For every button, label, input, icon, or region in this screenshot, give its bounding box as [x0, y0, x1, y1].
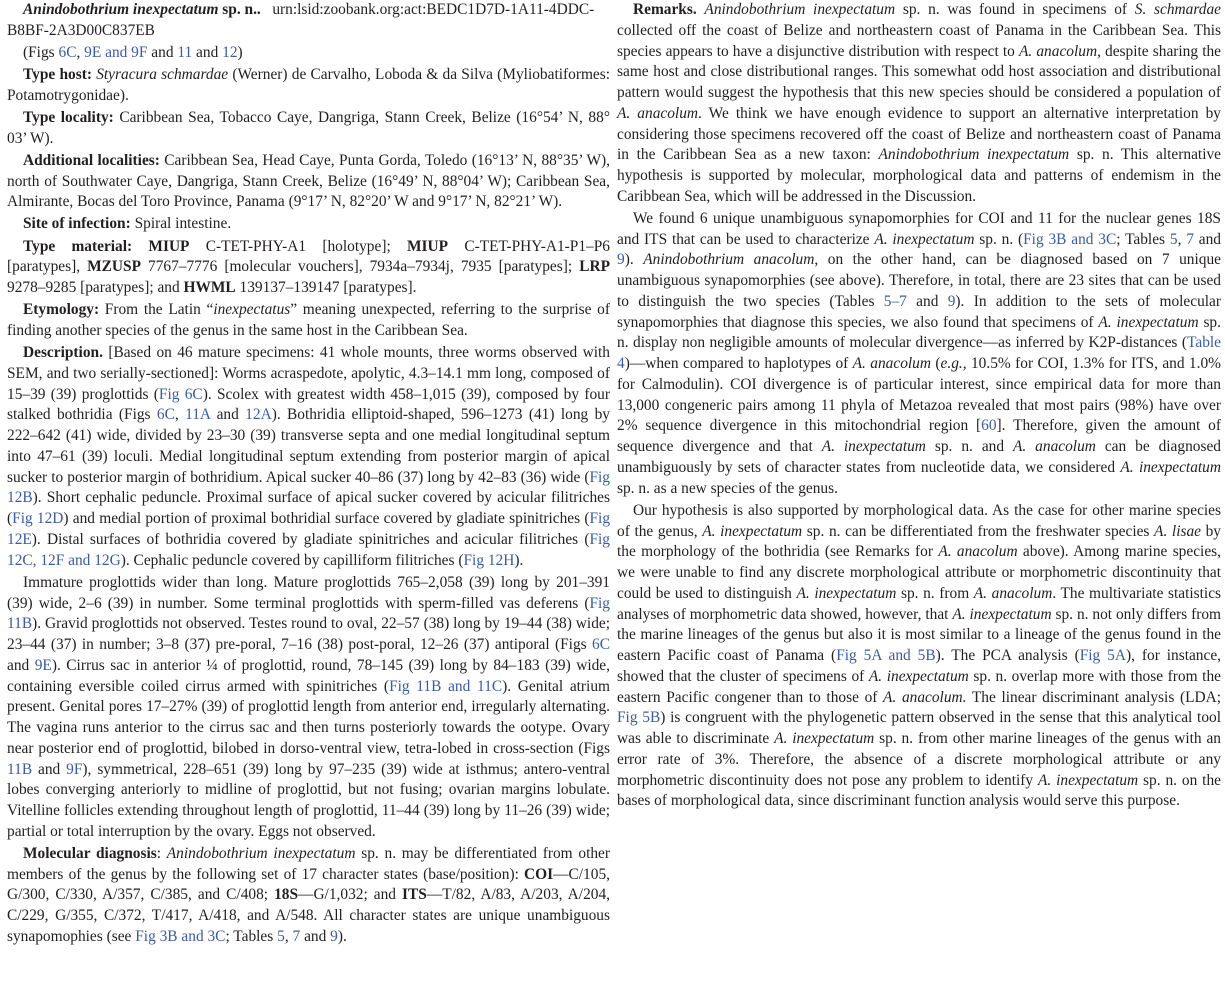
figure-table-link[interactable]: 5: [277, 927, 285, 945]
body-text: Caribbean Sea, Tobacco Caye, Dangriga, Stann Creek, Belize (16°54’ N, 88° 03’ W).: [7, 108, 610, 147]
bold-label: Type material: MIUP: [23, 237, 190, 255]
body-text: and: [210, 406, 246, 424]
bold-label: Additional localities:: [23, 151, 165, 169]
italic-taxon: A. inexpectatum: [1120, 458, 1221, 476]
figure-table-link[interactable]: 6C: [592, 636, 610, 654]
figure-table-link[interactable]: 9E and 9F: [84, 43, 148, 61]
body-text: . The multivariate statistics analyses of morphometric data showed, however, that: [617, 584, 1222, 623]
figure-table-link[interactable]: 7: [292, 927, 301, 945]
figure-table-link[interactable]: 11A: [185, 406, 211, 424]
paragraph-proglottids-description: [7, 573, 610, 843]
body-text: (Werner) de Carvalho, Loboda & da Silva (Myliobatiformes: Potamotrygonidae).: [7, 66, 611, 104]
bold-label: sp. n..: [218, 1, 261, 18]
body-text: )—when compared to haplotypes of: [624, 355, 853, 373]
paragraph-type-material: [7, 237, 610, 299]
italic-taxon: S. schmardae: [1134, 1, 1222, 18]
italic-taxon: A. inexpectatum: [874, 230, 975, 248]
body-text: 7767–7776 [molecular vouchers], 7934a–7934j, 7935 [paratypes];: [140, 258, 580, 276]
italic-taxon: A. anacolum: [1013, 438, 1096, 456]
bold-label: ITS: [402, 886, 427, 904]
body-text: sp. n. from other marine lineages of the genus with an error rate of 3%. Therefore, the absence of a discrete morphological attribute or any morphometric discontinuity does not pose any problem to identify: [617, 730, 1221, 789]
italic-taxon: A. anacolum.: [883, 688, 967, 706]
body-text: ,: [284, 927, 293, 945]
body-text: ). Distal surfaces of bothridia covered by gladiate spinitriches and acicular filitriches (: [31, 530, 590, 548]
figure-table-link[interactable]: Fig 12H: [463, 551, 515, 569]
body-text: sp. n. overlap more with those from the eastern Pacific congener than to those of: [617, 667, 1221, 706]
body-text: , 10.5% for COI, 1.3% for ITS, and 1.0% for Calmodulin). COI divergence is of particular interest, since empirical data for more than 13,000 congeneric pairs among 11 phyla of Metazoa revealed that most pairs (98%) have over 2% sequence divergence in this mitochondrial region [: [617, 355, 1221, 435]
bold-label: Etymology:: [23, 301, 105, 319]
figure-table-link[interactable]: Fig 12B: [7, 468, 610, 507]
body-text: Spiral intestine.: [134, 215, 232, 233]
body-text: (Figs: [23, 43, 59, 61]
body-text: urn:lsid:zoobank.org:act:BEDC1D7D-1A11-4DDC-B8BF-2A3D00C837EB: [7, 1, 595, 39]
italic-taxon: A. inexpectatum: [796, 584, 897, 602]
body-text: [Based on 46 mature specimens: 41 whole mounts, three worms observed with SEM, and two serially-sectioned]: Worms acraspedote, apolytic, 4.3–14.1 mm long, composed of 15–39 (39) proglottids (: [7, 344, 610, 403]
body-text: sp. n. may be differentiated from other members of the genus by the following set of 17 character states (base/position):: [7, 844, 610, 883]
italic-taxon: A. anacolum: [973, 584, 1053, 602]
body-text: ).: [337, 927, 347, 945]
body-text: and: [7, 656, 35, 674]
italic-taxon: A. inexpectatum: [702, 522, 803, 540]
figure-table-link[interactable]: Fig 5B: [617, 709, 661, 727]
body-text: ). Bothridia elliptoid-shaped, 596–1273 (41) long by 222–642 (41) wide, divided by 23–30 (39) transverse septa and one medial longitudinal septum into 47–61 (39) loculi. Medial longitudinal septum extending from posterior margin of apical sucker to posterior margin of bothridium. Apical sucker 40–86 (37) long by 42–83 (36) wide (: [7, 406, 610, 486]
body-text: ).: [624, 251, 644, 269]
paragraph-morphology-paragraph: [617, 501, 1221, 812]
body-text: ) is congruent with the phylogenetic pattern observed in the sense that this analytical tool was able to discriminate: [617, 709, 1222, 748]
body-text: sp. n. can be differentiated from the freshwater species: [802, 522, 1155, 540]
figure-table-link[interactable]: 5–7: [883, 292, 907, 310]
body-text: The linear discriminant analysis (LDA;: [966, 688, 1221, 706]
body-text: ) and medial portion of proximal bothridial surface covered by gladiate spinitriches (: [63, 510, 590, 528]
figure-table-link[interactable]: Fig 6C: [158, 385, 203, 403]
body-text: sp. n. on the bases of morphological data, since discriminant function analysis would serve this purpose.: [617, 771, 1221, 810]
body-text: above). Among marine species, we were unable to find any discrete morphological attribute or morphometric discontinuity that could be used to distinguish: [617, 543, 1221, 602]
paragraph-type-host: [7, 65, 610, 107]
body-text: —G/1,032; and: [298, 886, 403, 904]
body-text: sp. n. was found in specimens of: [895, 1, 1135, 18]
bold-label: Type locality:: [23, 108, 120, 126]
body-text: ).: [514, 551, 524, 569]
italic-taxon: A. anacolum: [617, 104, 699, 122]
body-text: and: [906, 292, 948, 310]
bold-label: Description.: [23, 344, 109, 362]
body-text: ,: [1177, 230, 1187, 248]
figure-table-link[interactable]: Fig 11B and 11C: [389, 677, 503, 695]
body-text: ). Cephalic peduncle covered by capilliform filitriches (: [120, 551, 464, 569]
body-text: sp. n. display non negligible amounts of molecular divergence—as inferred by K2P-distances (: [617, 313, 1221, 352]
paragraph-description: [7, 343, 610, 571]
paragraph-additional-localities: [7, 151, 610, 213]
body-text: . We think we have enough evidence to support an alternative interpretation by considering those specimens recovered off the coast of Belize and northeastern coast of Panama in the Caribbean Sea as a new taxon:: [617, 104, 1222, 164]
bold-label: MZUSP: [87, 258, 141, 276]
body-text: 9278–9285 [paratypes]; and: [7, 279, 184, 297]
body-text: ,: [174, 406, 186, 424]
body-text: and: [32, 760, 67, 778]
paragraph-species-heading: [7, 0, 610, 42]
figure-table-link[interactable]: Fig 12E: [7, 510, 611, 548]
body-text: —T/82, A/83, A/203, A/204, C/229, G/355, C/372, T/417, A/418, and A/548. All character states are unique unambiguous synapomophies (see: [7, 886, 610, 945]
bold-label: LRP: [579, 258, 610, 276]
italic-taxon: e.g.: [940, 355, 963, 373]
figure-table-link[interactable]: 12: [222, 43, 238, 61]
body-text: Immature proglottids wider than long. Mature proglottids 765–2,058 (39) long by 201–391 (39) wide, 2–6 (39) in number. Some terminal proglottids with sperm-filled vas deferens (: [7, 573, 610, 612]
italic-taxon: A. inexpectatum: [821, 438, 926, 456]
paragraph-molecular-diagnosis: [7, 844, 610, 948]
body-text: ). Genital atrium present. Genital pores 17–27% (39) of proglottid length from anterior end, irregularly alternating. The vagina runs anterior to the cirrus sac and then turns posteriorly towards the ootype. Ovary near posterior end of proglottid, bilobed in dorso-ventral view, tetra-lobed in cross-section (Figs: [7, 677, 610, 757]
body-text: :: [156, 844, 167, 862]
body-text: We found 6 unique unambiguous synapomorphies for COI and 11 for the nuclear genes 18S and ITS that can be used to characterize: [617, 209, 1221, 248]
right-column: [617, 0, 1221, 813]
figure-table-link[interactable]: Fig 3B and 3C: [135, 927, 226, 945]
body-text: ): [237, 43, 243, 61]
body-text: sp. n. This alternative hypothesis is supported by molecular, morphological data and patterns of endemism in the Caribbean Sea, which will be addressed in the Discussion.: [617, 146, 1221, 205]
paragraph-synapomorphies-paragraph: [617, 209, 1221, 500]
figure-table-link[interactable]: 6C: [58, 43, 77, 61]
body-text: can be diagnosed unambiguously by sets of character states from nucleotide data, we considered: [617, 438, 1221, 476]
body-text: sp. n. from: [896, 584, 974, 602]
body-text: C-TET-PHY-A1-P1–P6 [paratypes],: [7, 237, 610, 276]
body-text: and: [147, 43, 178, 61]
body-text: ). Gravid proglottids not observed. Testes round to oval, 22–57 (38) long by 19–44 (38) wide; 23–44 (37) in number; 3–8 (37) pre-poral, 7–16 (38) post-poral, 12–26 (37) antiporal (Figs: [7, 615, 610, 654]
italic-taxon: Anindobothrium inexpectatum: [166, 844, 356, 862]
body-text: , despite sharing the same host and close distributional ranges. This somewhat odd host association and distributional pattern would suggest the hypothesis that this new species should be considered a population of: [617, 42, 1221, 101]
body-text: , on the other hand, can be diagnosed based on 7 unique unambiguous synapomorphies (see above). Therefore, in total, there are 23 sites that can be used to distinguish the two species (Tables: [617, 251, 1221, 310]
body-text: —C/105, G/300, C/330, A/357, C/385, and C/408;: [7, 865, 610, 904]
italic-taxon: A. anacolum: [1018, 42, 1098, 60]
figure-table-link[interactable]: Fig 11B: [7, 594, 610, 633]
body-text: ]. Therefore, given the amount of sequence divergence and that: [617, 417, 1221, 456]
italic-taxon: A. inexpectatum: [1098, 313, 1199, 331]
body-text: Caribbean Sea, Head Caye, Punta Gorda, Toledo (16°13’ N, 88°35’ W), north of Southwater Caye, Dangriga, Stann Creek, Belize (16°49’ N, 88°04’ W); Caribbean Sea, Almirante, Bocas del Toro Province, Panama (9°17’ N, 82°20’ W and 9°17’ N, 82°21’ W).: [7, 151, 610, 211]
paragraph-type-locality: [7, 108, 610, 150]
figure-table-link[interactable]: 11: [177, 43, 193, 61]
body-text: and: [300, 927, 331, 945]
paragraph-site-of-infection: [7, 214, 610, 235]
figure-table-link[interactable]: 5: [1169, 230, 1178, 248]
body-text: ). The PCA analysis (: [935, 647, 1080, 665]
body-text: ” meaning unexpected, referring to the surprise of finding another species of the genus in the same host in the Caribbean Sea.: [7, 301, 610, 339]
body-text: ,: [76, 43, 85, 61]
body-text: C-TET-PHY-A1 [holotype];: [189, 237, 407, 255]
figure-table-link[interactable]: Fig 5A: [1079, 647, 1126, 665]
body-text: ). Cirrus sac in anterior ¼ of proglottid, round, 78–145 (39) long by 84–183 (39) wide, containing eversible coiled cirrus armed with spinitriches (: [7, 656, 610, 695]
figure-table-link[interactable]: 7: [1186, 230, 1194, 248]
italic-taxon: A. inexpectatum: [1037, 771, 1139, 789]
italic-taxon: Anindobothrium inexpectatum: [704, 1, 896, 18]
italic-taxon: A. lisae: [1154, 522, 1201, 540]
figure-table-link[interactable]: Fig 3B and 3C: [1023, 230, 1117, 248]
bold-label: COI: [524, 865, 554, 883]
body-text: ). In addition to the sets of molecular synapomorphies that diagnose this species, we also found that specimens of: [617, 292, 1222, 331]
body-text: sp. n. as a new species of the genus.: [617, 479, 838, 497]
italic-taxon: A. anacolum: [852, 355, 931, 373]
body-text: (: [931, 355, 941, 373]
figure-table-link[interactable]: Fig 5A and 5B: [836, 647, 936, 665]
body-text: ). Scolex with greatest width 458–1,015 (39), composed by four stalked bothridia (Figs: [7, 385, 610, 424]
body-text: by the morphology of the bothridia (see Remarks for: [617, 522, 1221, 561]
paragraph-figures-reference: [7, 43, 610, 64]
body-text: and: [192, 43, 223, 61]
italic-taxon: A. inexpectatum: [774, 730, 875, 748]
body-text: From the Latin “: [104, 301, 214, 319]
figure-table-link[interactable]: Fig 12D: [12, 510, 64, 528]
figure-table-link[interactable]: 9: [947, 292, 956, 310]
body-text: collected off the coast of Belize and northeastern coast of Panama in the Caribbean Sea. This species appears to have a disjunctive distribution with respect to: [617, 21, 1221, 60]
italic-taxon: Styracura schmardae: [96, 66, 229, 84]
body-text: sp. n. and: [925, 438, 1013, 456]
figure-table-link[interactable]: 60: [981, 417, 997, 435]
body-text: ; Tables: [1116, 230, 1170, 248]
italic-taxon: A. anacolum: [938, 543, 1018, 561]
body-text: ). Short cephalic peduncle. Proximal surface of apical sucker covered by acicular filitriches (: [7, 489, 610, 528]
figure-table-link[interactable]: 12A: [245, 406, 272, 424]
figure-table-link[interactable]: Table 4: [617, 334, 1221, 373]
bold-label: Remarks.: [633, 1, 705, 18]
italic-taxon: A. inexpectatum: [952, 605, 1052, 623]
body-text: ), symmetrical, 228–651 (39) long by 97–235 (39) wide at isthmus; antero-ventral lobes converging anteriorly to midline of proglottid, but not fusing; ovarian margins lobulate. Vitelline follicles extending throughout length of proglottid, 11–44 (39) long by 11–26 (39) wide; partial or total interruption by the ovary. Eggs not observed.: [7, 760, 610, 840]
bold-label: 18S: [274, 886, 299, 904]
bold-label: Molecular diagnosis: [23, 844, 157, 862]
body-text: sp. n. not only differs from the marine lineages of the genus but also it is most similar to a lineage of the genus found in the eastern Pacific coast of Panama (: [617, 605, 1221, 665]
figure-table-link[interactable]: 6C: [156, 406, 175, 424]
figure-table-link[interactable]: 9F: [66, 760, 83, 778]
left-column: [7, 0, 610, 949]
body-text: ; Tables: [225, 927, 278, 945]
italic-taxon: Anindobothrium inexpectatum: [878, 146, 1070, 164]
paragraph-etymology: [7, 300, 610, 342]
italic-taxon: A. inexpectatum: [868, 667, 969, 685]
figure-table-link[interactable]: 9: [330, 927, 338, 945]
figure-table-link[interactable]: Fig 12C, 12F and 12G: [7, 530, 610, 569]
figure-table-link[interactable]: 9E: [34, 656, 52, 674]
body-text: ), for instance, showed that the cluster of specimens of: [617, 647, 1222, 685]
italic-taxon: inexpectatus: [213, 301, 291, 319]
paragraph-remarks: [617, 0, 1221, 208]
body-text: Our hypothesis is also supported by morphological data. As the case for other marine species of the genus,: [617, 501, 1221, 540]
figure-table-link[interactable]: 9: [617, 251, 625, 269]
bold-label: Site of infection:: [23, 215, 135, 233]
bold-label: MIUP: [407, 237, 449, 255]
figure-table-link[interactable]: 11B: [7, 760, 33, 778]
bold-label: Anindobothrium inexpectatum: [23, 1, 219, 18]
body-text: 139137–139147 [paratypes].: [235, 279, 417, 297]
bold-label: Type host:: [23, 66, 97, 84]
bold-label: HWML: [183, 279, 236, 297]
body-text: sp. n. (: [974, 230, 1024, 248]
body-text: and: [1193, 230, 1221, 248]
italic-taxon: Anindobothrium anacolum: [643, 251, 815, 269]
